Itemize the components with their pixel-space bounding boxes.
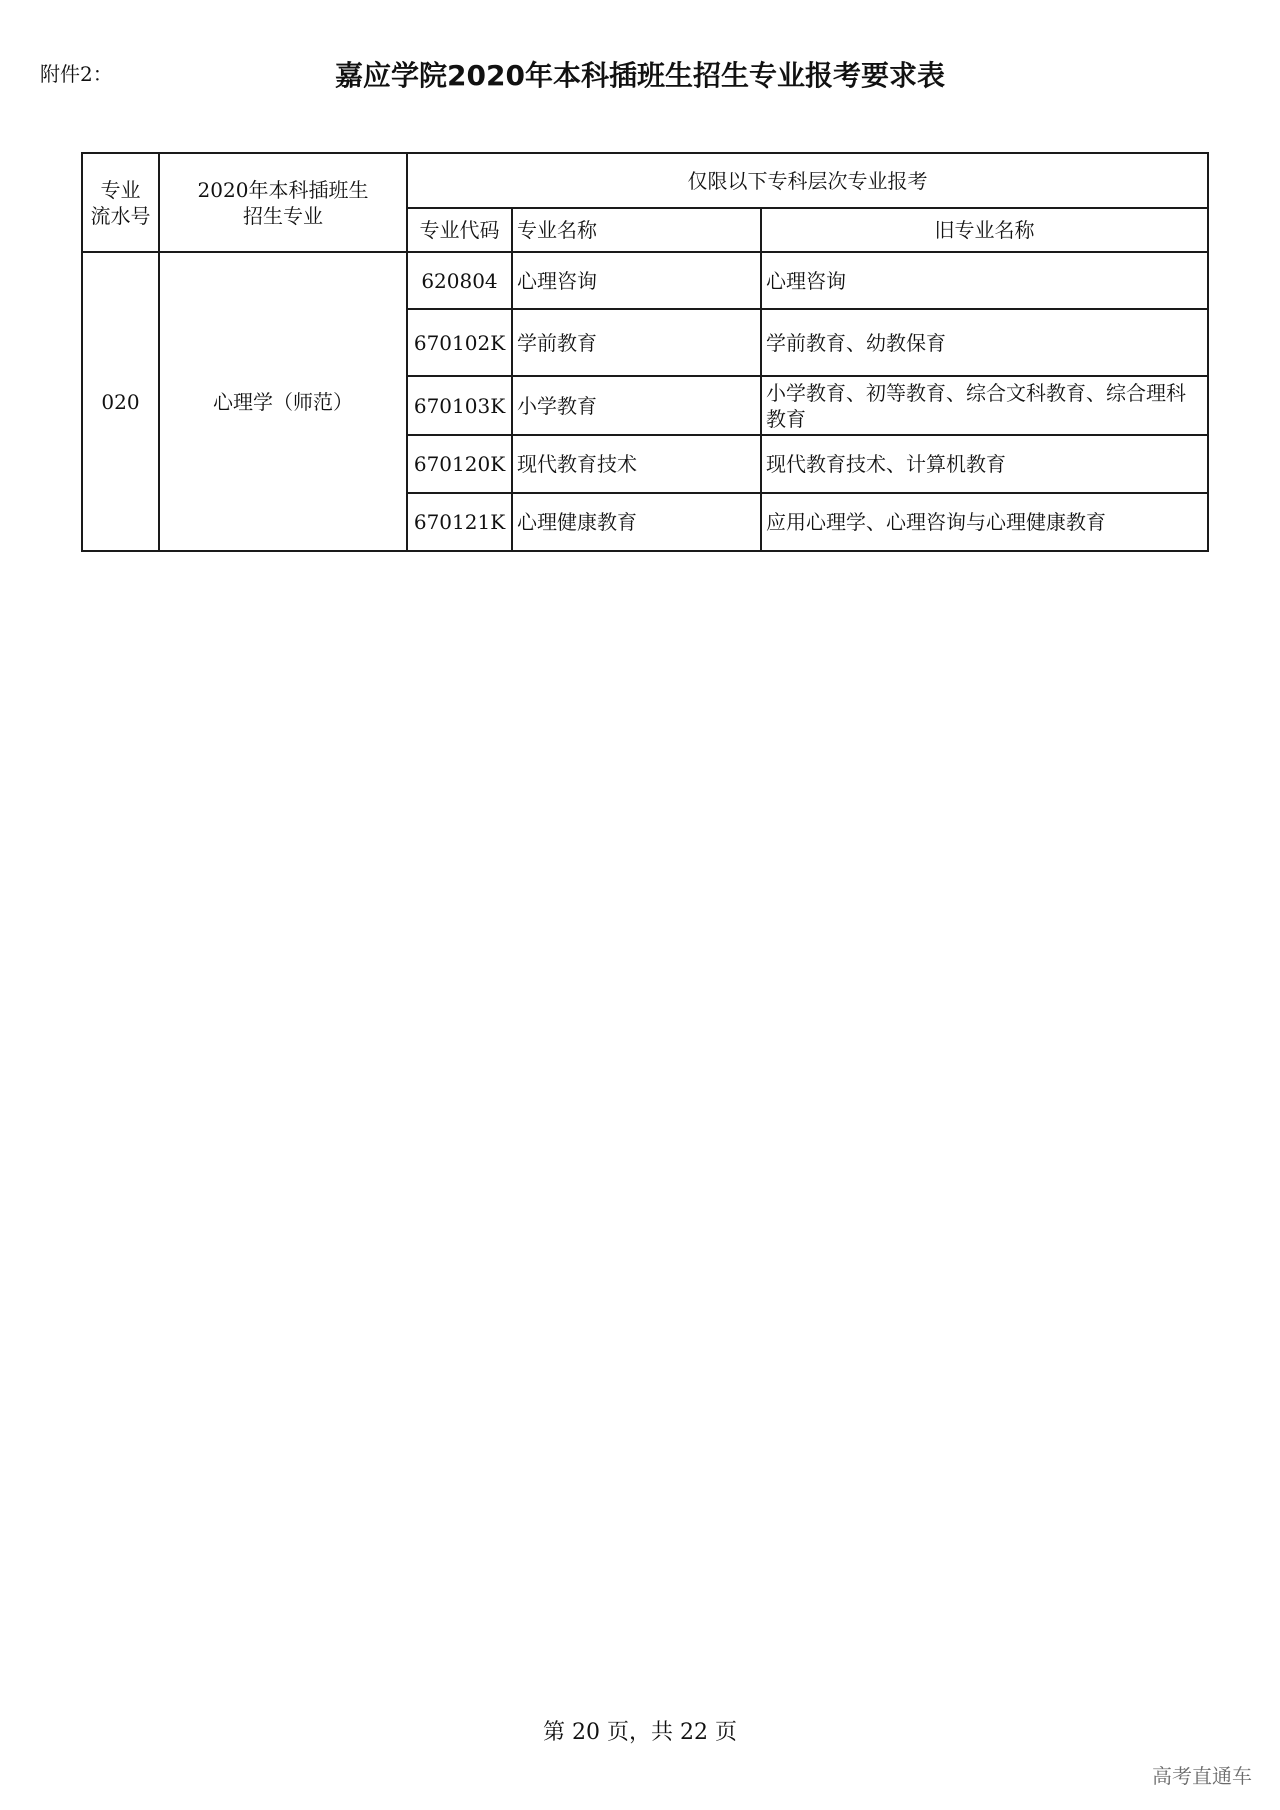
code-cell: 670102K	[407, 309, 512, 376]
header-serial-line1: 专业	[100, 177, 141, 202]
header-name: 专业名称	[512, 208, 761, 252]
major-cell: 心理学（师范）	[159, 252, 407, 551]
table-row	[82, 252, 1208, 309]
old-name-cell: 应用心理学、心理咨询与心理健康教育	[761, 493, 1208, 551]
requirements-table	[81, 152, 1209, 552]
attachment-label: 附件2：	[40, 62, 113, 86]
header-serial	[82, 153, 159, 252]
header-serial-line2: 流水号	[90, 203, 151, 228]
page-title: 嘉应学院2020年本科插班生招生专业报考要求表	[335, 59, 945, 92]
code-cell: 620804	[407, 252, 512, 309]
header-major-line2: 招生专业	[243, 203, 323, 228]
name-cell: 心理咨询	[512, 252, 761, 309]
header-old-name: 旧专业名称	[761, 208, 1208, 252]
old-name-cell: 小学教育、初等教育、综合文科教育、综合理科教育	[761, 376, 1208, 435]
name-cell: 现代教育技术	[512, 435, 761, 493]
name-cell: 心理健康教育	[512, 493, 761, 551]
header-major	[159, 153, 407, 252]
code-cell: 670103K	[407, 376, 512, 435]
old-name-cell: 心理咨询	[761, 252, 1208, 309]
watermark: 高考直通车	[1152, 1764, 1252, 1788]
code-cell: 670121K	[407, 493, 512, 551]
page-footer: 第 20 页，共 22 页	[543, 1720, 737, 1745]
name-cell: 学前教育	[512, 309, 761, 376]
header-row-1	[82, 153, 1208, 208]
header-major-line1: 2020年本科插班生	[197, 177, 369, 202]
code-cell: 670120K	[407, 435, 512, 493]
old-name-cell: 现代教育技术、计算机教育	[761, 435, 1208, 493]
name-cell: 小学教育	[512, 376, 761, 435]
header-group: 仅限以下专科层次专业报考	[407, 153, 1208, 208]
serial-cell: 020	[82, 252, 159, 551]
header-code: 专业代码	[407, 208, 512, 252]
old-name-cell: 学前教育、幼教保育	[761, 309, 1208, 376]
